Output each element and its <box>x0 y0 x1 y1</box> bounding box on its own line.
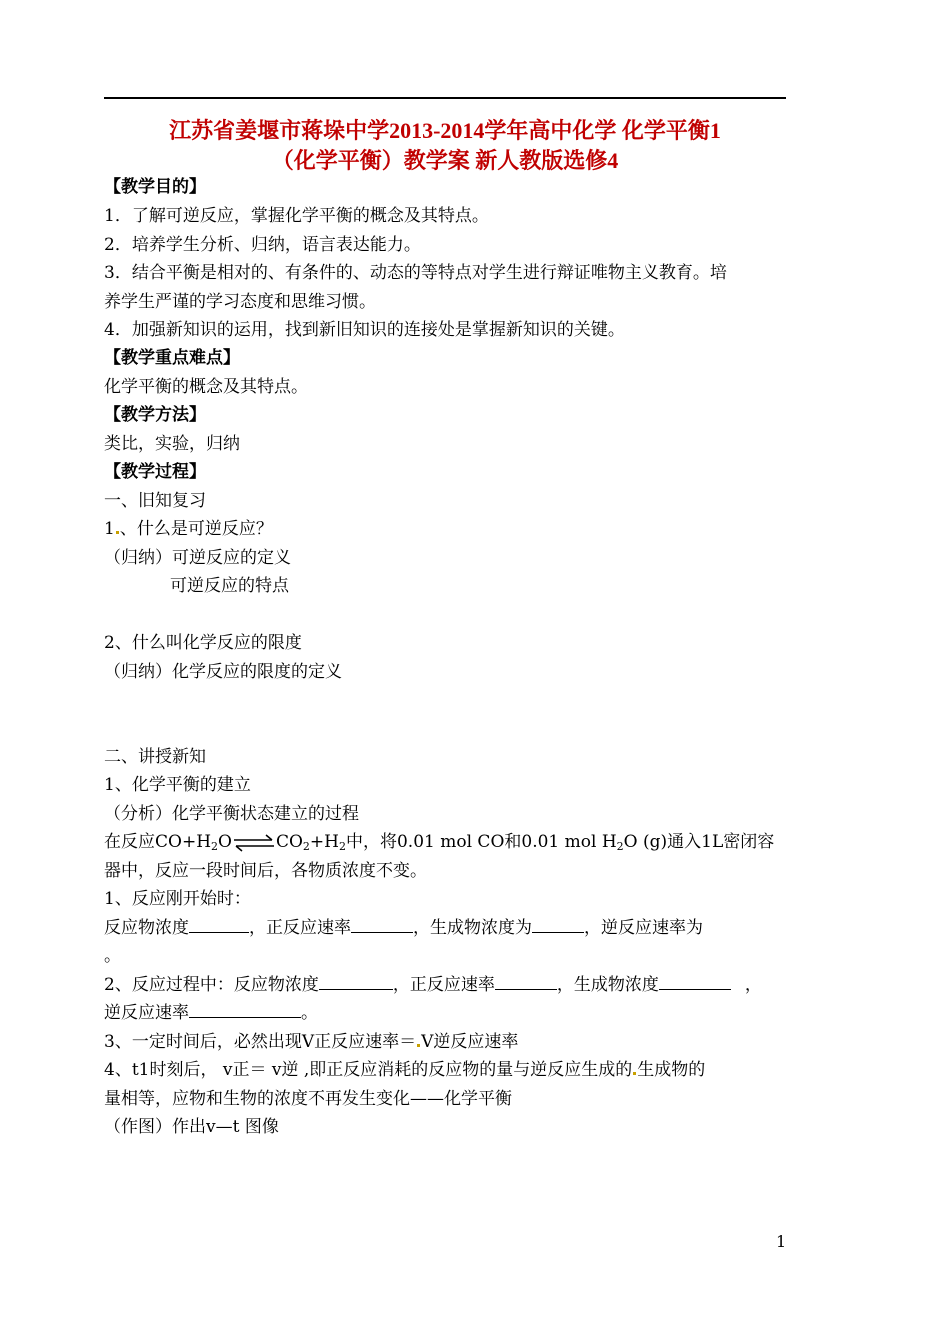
methods-text: 类比，实验，归纳 <box>104 434 240 454</box>
fill-blank[interactable] <box>351 914 413 933</box>
question-2-summary: （归纳）化学反应的限度的定义 <box>104 662 342 682</box>
stage-1-blanks: 反应物浓度 ，正反应速率 ，生成物浓度为 ，逆反应速率为 <box>104 914 703 942</box>
process-heading: 【教学过程】 <box>104 462 206 482</box>
fill-blank[interactable] <box>532 914 584 933</box>
yellow-mark-icon <box>417 1044 420 1047</box>
fill-blank[interactable] <box>495 971 557 990</box>
methods-heading: 【教学方法】 <box>104 405 206 425</box>
fill-blank[interactable] <box>659 971 731 990</box>
objective-3-line-2: 养学生严谨的学习态度和思维习惯。 <box>104 292 376 312</box>
stage-3: 3、一定时间后，必然出现Ⅴ正反应速率＝ Ⅴ逆反应速率 <box>104 1032 519 1052</box>
objectives-heading: 【教学目的】 <box>104 177 206 197</box>
stage-4-line-2: 量相等，应物和生物的浓度不再发生变化——化学平衡 <box>104 1089 512 1109</box>
yellow-mark-icon <box>116 531 119 534</box>
question-1-summary: （归纳）可逆反应的定义 <box>104 548 291 568</box>
document-title-line-2: （化学平衡）教学案 新人教版选修4 <box>271 148 619 173</box>
stage-1-heading: 1、反应刚开始时： <box>104 889 251 909</box>
question-1 <box>104 515 273 543</box>
header-rule <box>104 97 786 99</box>
document-title-line-1: 江苏省姜堰市蒋垛中学2013-2014学年高中化学 化学平衡1 <box>169 118 721 143</box>
fill-blank[interactable] <box>189 999 301 1018</box>
stage-1-end: 。 <box>104 946 121 966</box>
new-section-1-analysis: （分析）化学平衡状态建立的过程 <box>104 804 359 824</box>
equilibrium-arrow-icon <box>232 834 276 852</box>
reaction-line: 在反应$CO+H_2O$ $CO_2+H_2$中，将0.01 mol CO和0.01 mol $H_2O$ (g)通入1L密闭容 <box>104 832 775 853</box>
question-1-number: 1 <box>104 519 115 539</box>
fill-blank[interactable] <box>189 914 249 933</box>
objective-3-line-1: 3．结合平衡是相对的、有条件的、动态的等特点对学生进行辩证唯物主义教育。培 <box>104 263 727 283</box>
objective-4: 4．加强新知识的运用，找到新旧知识的连接处是掌握新知识的关键。 <box>104 320 625 340</box>
yellow-mark-icon <box>633 1072 636 1075</box>
question-1-text: 、什么是可逆反应？ <box>119 519 273 539</box>
question-1-summary-2: 可逆反应的特点 <box>170 576 289 596</box>
keypoints-text: 化学平衡的概念及其特点。 <box>104 377 308 397</box>
draw-graph-instruction: （作图）作出v—t 图像 <box>104 1117 279 1137</box>
stage-2-line-2: 逆反应速率 。 <box>104 999 318 1027</box>
page-number: 1 <box>776 1232 787 1251</box>
stage-2-blanks: 2、反应过程中：反应物浓度 ，正反应速率 ，生成物浓度 ， <box>104 971 762 999</box>
stage-4-line-1: 4、t1时刻后， v正＝ v逆 ,即正反应消耗的反应物的量与逆反应生成的 生成物的 <box>104 1060 706 1080</box>
review-heading: 一、旧知复习 <box>104 491 206 511</box>
keypoints-heading: 【教学重点难点】 <box>104 348 240 368</box>
reaction-line-2: 器中，反应一段时间后，各物质浓度不变。 <box>104 861 427 881</box>
objective-2: 2．培养学生分析、归纳，语言表达能力。 <box>104 235 421 255</box>
fill-blank[interactable] <box>319 971 393 990</box>
new-knowledge-heading: 二、讲授新知 <box>104 747 206 767</box>
objective-1: 1．了解可逆反应，掌握化学平衡的概念及其特点。 <box>104 206 489 226</box>
new-section-1: 1、化学平衡的建立 <box>104 775 251 795</box>
question-2: 2、什么叫化学反应的限度 <box>104 633 302 653</box>
